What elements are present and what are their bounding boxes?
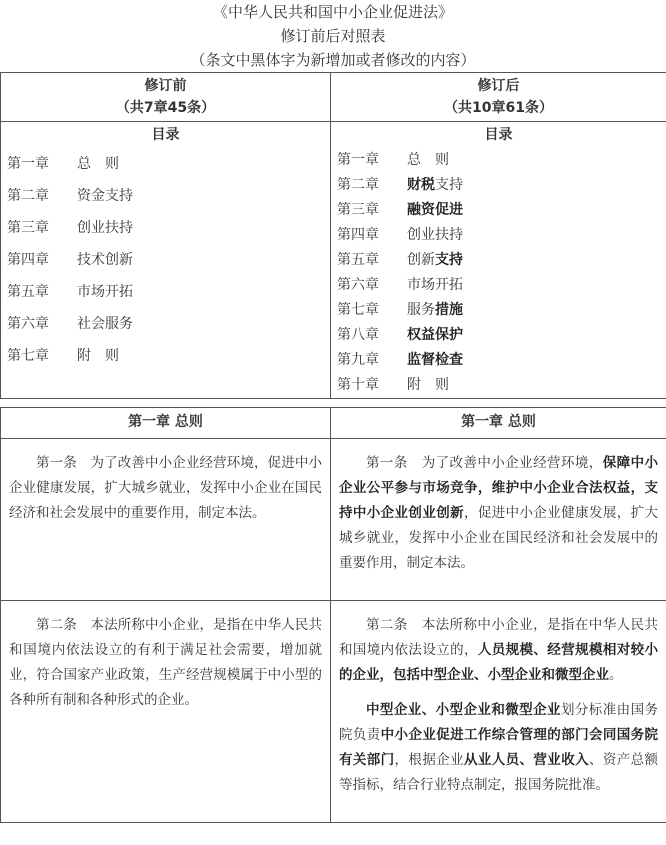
chapter-name-text: 附 则 — [407, 377, 449, 393]
chapter-name-text: 创新 — [407, 252, 435, 268]
chapter-name — [407, 227, 463, 243]
chapter-name-text: 创业扶持 — [77, 220, 133, 236]
toc-before-item — [1, 180, 330, 212]
toc-after-item — [331, 173, 666, 198]
art1-after-b: 保障中小企业公平参与市场竞争，维护中小企业合法权益，支持中小企业创业创新 — [339, 455, 659, 521]
chapter-name — [77, 284, 133, 300]
chapter-number: 第五章 — [337, 252, 379, 268]
header-row — [1, 73, 666, 122]
chapter-name — [77, 316, 133, 332]
toc-title-after: 目录 — [484, 127, 513, 143]
chapter-name-text: 技术创新 — [77, 252, 133, 268]
chapter-name — [407, 152, 449, 168]
art2-p2-b: 划分标准由国务院负责 — [339, 702, 659, 743]
chapter-number: 第二章 — [337, 177, 379, 193]
chapter-name — [407, 377, 449, 393]
chapter-name-text: 总 则 — [77, 156, 119, 172]
chapter-name — [407, 302, 463, 318]
chapter-number: 第四章 — [337, 227, 379, 243]
toc-before-item — [1, 244, 330, 276]
chapter-name-bold: 监督检查 — [407, 352, 463, 368]
article1-row — [1, 439, 666, 601]
doc-note: （条文中黑体字为新增加或者修改的内容） — [190, 51, 476, 69]
toc-after-item — [331, 298, 666, 323]
art1-after-c: ，促进中小企业健康发展，扩大城乡就业，发挥中小企业在国民经济和社会发展中的重要作用，制定本法。 — [339, 505, 659, 571]
before-label: 修订前 — [144, 78, 187, 94]
toc-after-item — [331, 273, 666, 298]
chapter-number: 第二章 — [7, 188, 49, 204]
toc-before-item — [1, 340, 330, 372]
before-count: （共7章45条） — [115, 100, 216, 116]
toc-after-item — [331, 348, 666, 373]
article1-after — [331, 439, 666, 601]
chapter-name — [407, 352, 463, 368]
art2-p2-f: 、资产总额等指标，结合行业特点制定，报国务院批准。 — [339, 752, 659, 793]
toc-before-item — [1, 148, 330, 180]
chapter-name-bold: 权益保护 — [407, 327, 463, 343]
toc-before-item — [1, 212, 330, 244]
chapter-number: 第六章 — [337, 277, 379, 293]
chapter-number: 第五章 — [7, 284, 49, 300]
toc-after-list — [331, 148, 666, 398]
chapter-name-text: 资金支持 — [77, 188, 133, 204]
chapter-number: 第八章 — [337, 327, 379, 343]
chapter-name — [407, 177, 463, 193]
chapter-name-text: 创业扶持 — [407, 227, 463, 243]
chapter-name — [407, 327, 463, 343]
art2-p2-e: 从业人员、营业收入 — [463, 752, 589, 768]
chapter-number: 第六章 — [7, 316, 49, 332]
article1-after-text — [339, 451, 658, 576]
toc-before-item — [1, 308, 330, 340]
chapter-name-bold: 财税 — [407, 177, 435, 193]
toc-before-item — [1, 276, 330, 308]
chapter-number: 第七章 — [7, 348, 49, 364]
chapter-name — [77, 348, 119, 364]
chapter-name — [407, 202, 463, 218]
chapter-number: 第三章 — [337, 202, 379, 218]
art2-p1-b: 人员规模、经营规模相对较小的企业，包括中型企业、小型企业和微型企业 — [339, 642, 659, 683]
title-block — [0, 0, 666, 72]
header-before — [1, 73, 331, 122]
chapter-name — [77, 252, 133, 268]
art1-after-a: 第一条 为了改善中小企业经营环境， — [366, 455, 603, 471]
chapter-number: 第一章 — [337, 152, 379, 168]
chapter-name-bold: 融资促进 — [407, 202, 463, 218]
header-after — [331, 73, 666, 122]
toc-title-before: 目录 — [151, 127, 180, 143]
chapter-name-bold: 措施 — [435, 302, 463, 318]
toc-after-item — [331, 323, 666, 348]
chapter-name-text: 社会服务 — [77, 316, 133, 332]
toc-after-item — [331, 198, 666, 223]
chapter-name — [77, 188, 133, 204]
chapter-name-bold: 支持 — [435, 252, 463, 268]
article2-after — [331, 601, 666, 823]
chapter-number: 第三章 — [7, 220, 49, 236]
art2-p1-a: 第二条 本法所称中小企业，是指在中华人民共和国境内依法设立的， — [339, 617, 658, 658]
article1-before-text: 第一条 为了改善中小企业经营环境，促进中小企业健康发展，扩大城乡就业，发挥中小企业在国民经济和社会发展中的重要作用，制定本法。 — [9, 455, 322, 521]
toc-row — [1, 122, 666, 399]
chapter-number: 第四章 — [7, 252, 49, 268]
toc-after-item — [331, 248, 666, 273]
art2-p2-d: ，根据企业 — [394, 752, 464, 768]
chapter-number: 第九章 — [337, 352, 379, 368]
toc-after-item — [331, 373, 666, 398]
article1-before — [1, 439, 331, 601]
toc-before-list — [1, 148, 330, 372]
chapter-name-text: 总 则 — [407, 152, 449, 168]
chapter-number: 第一章 — [7, 156, 49, 172]
article2-before — [1, 601, 331, 823]
art2-p2-a: 中型企业、小型企业和微型企业 — [366, 702, 561, 718]
chapter-name-text: 市场开拓 — [77, 284, 133, 300]
chapter-number: 第十章 — [337, 377, 379, 393]
art2-p1-c: 。 — [609, 667, 623, 683]
toc-after-item — [331, 223, 666, 248]
after-count: （共10章61条） — [444, 100, 553, 116]
chapter-name — [407, 252, 463, 268]
article2-row — [1, 601, 666, 823]
chapter-name — [407, 277, 463, 293]
chapter-name-text: 服务 — [407, 302, 435, 318]
toc-before — [1, 122, 331, 399]
article2-after-p1 — [339, 613, 658, 688]
chapter-number: 第七章 — [337, 302, 379, 318]
chapter-name — [77, 156, 119, 172]
article2-after-p2 — [339, 698, 658, 798]
chapter1-row — [1, 408, 666, 439]
chapter-name-text: 市场开拓 — [407, 277, 463, 293]
chapter-name — [77, 220, 133, 236]
spacer-row — [1, 399, 666, 408]
toc-after — [331, 122, 666, 399]
doc-subtitle: 修订前后对照表 — [280, 27, 386, 45]
toc-after-item — [331, 148, 666, 173]
art2-p2-c: 中小企业促进工作综合管理的部门会同国务院有关部门 — [339, 727, 659, 768]
after-label: 修订后 — [477, 78, 520, 94]
chapter-name-text: 支持 — [435, 177, 463, 193]
chapter-name-text: 附 则 — [77, 348, 119, 364]
chapter1-before: 第一章 总则 — [1, 408, 331, 439]
doc-title: 《中华人民共和国中小企业促进法》 — [212, 3, 453, 21]
article2-before-text: 第二条 本法所称中小企业，是指在中华人民共和国境内依法设立的有利于满足社会需要，增加就业，符合国家产业政策，生产经营规模属于中小型的各种所有制和各种形式的企业。 — [9, 617, 322, 708]
comparison-table — [0, 72, 666, 823]
chapter1-after: 第一章 总则 — [331, 408, 666, 439]
